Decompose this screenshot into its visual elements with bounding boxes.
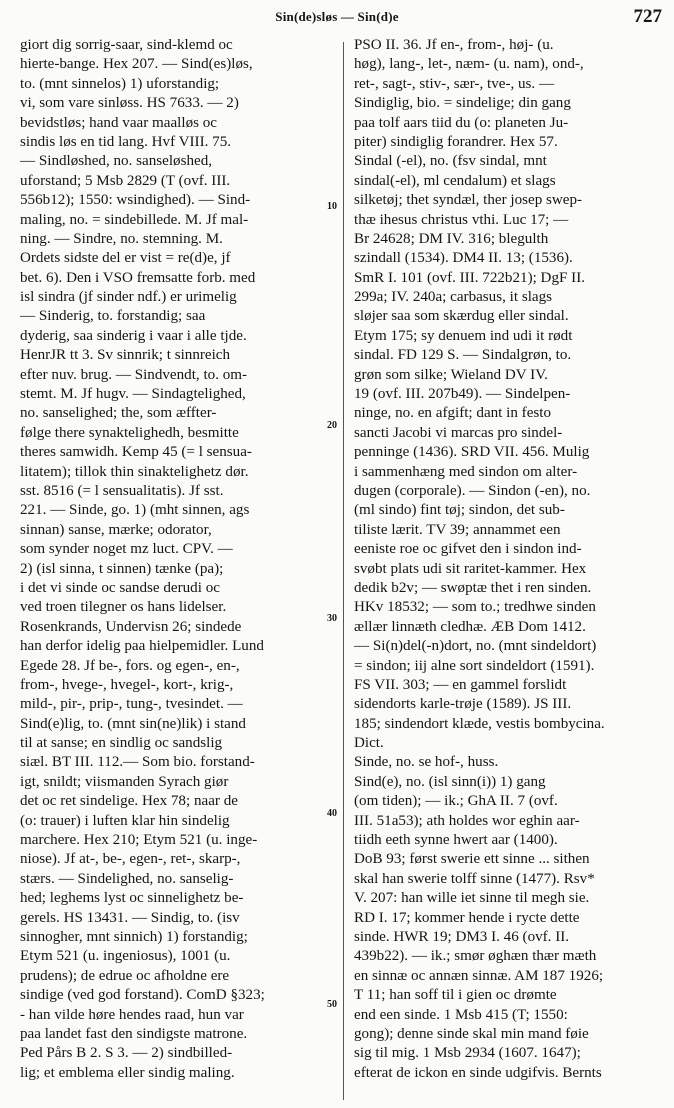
text-line: stemt. M. Jf hugv. — Sindagtelighed, — [20, 386, 246, 403]
text-line: sancti Jacobi vi marcas pro sindel- — [354, 424, 563, 441]
text-line: sindal. FD 129 S. — Sindalgrøn, to. — [354, 347, 572, 364]
text-line: Sind(e), no. (isl sinn(i)) 1) gang — [354, 773, 546, 790]
text-line: i sammenhæng med sindon om alter- — [354, 463, 578, 480]
text-line: hed; leghems lyst oc sinnelighetz be- — [20, 890, 244, 907]
text-line: efter nuv. brug. — Sindvendt, to. om- — [20, 366, 248, 383]
text-line: szindall (1534). DM4 II. 13; (1536). — [354, 250, 573, 267]
text-line: Etym 521 (u. ingeniosus), 1001 (u. — [20, 948, 231, 965]
text-line: siæl. BT III. 112.— Som bio. forstand- — [20, 754, 255, 771]
text-line: V. 207: han wille iet sinne til megh sie. — [354, 890, 590, 907]
text-line: igt, snildt; viismanden Syrach giør — [20, 773, 229, 790]
text-line: (o: trauer) i luften klar hin sindelig — [20, 812, 230, 829]
text-line: end een sinde. 1 Msb 415 (T; 1550: — [354, 1006, 568, 1023]
line-number: 20 — [327, 420, 337, 431]
text-line: sinnogher, mnt sinnich) 1) forstandig; — [20, 928, 248, 945]
text-line: Dict. — [354, 735, 384, 752]
text-line: bet. 6). Den i VSO fremsatte forb. med — [20, 269, 256, 286]
text-line: vi, som vare sinløss. HS 7633. — 2) — [20, 95, 239, 112]
text-line: 221. — Sinde, go. 1) (mht sinnen, ags — [20, 502, 250, 519]
text-line: gerels. HS 13431. — Sindig, to. (isv — [20, 909, 240, 926]
text-line: Rosenkrands, Undervisn 26; sindede — [20, 618, 242, 635]
text-line: RD I. 17; kommer hende i rycte dette — [354, 909, 580, 926]
text-line: Sindiglig, bio. = sindelige; din gang — [354, 95, 571, 112]
text-line: Etym 175; sy denuem ind udi it rødt — [354, 327, 573, 344]
text-line: no. sanselighed; the, som æffter- — [20, 405, 217, 422]
text-line: Ordets sidste del er vist = re(d)e, jf — [20, 250, 231, 267]
text-line: dyderig, saa sinderig i vaar i alle tjde. — [20, 327, 247, 344]
text-line: en sinnæ oc annæn sinnæ. AM 187 1926; — [354, 967, 604, 984]
text-line: hierte-bange. Hex 207. — Sind(es)løs, — [20, 56, 253, 73]
text-line: 19 (ovf. III. 207b49). — Sindelpen- — [354, 386, 571, 403]
text-line: tiidh eeth synne hwert aar (1400). — [354, 832, 558, 849]
text-line: han derfor idelig paa hielpemidler. Lund — [20, 638, 264, 655]
text-line: marchere. Hex 210; Etym 521 (u. inge- — [20, 832, 258, 849]
text-line: 185; sindendort klæde, vestis bombycina. — [354, 715, 605, 732]
text-line: efterat de ickon en sinde udgifvis. Bernts — [354, 1064, 602, 1081]
text-line: gong); denne sinde skal min mand føie — [354, 1025, 589, 1042]
text-line: følge there synaktelighedh, besmitte — [20, 424, 239, 441]
text-line: 439b22). — ik.; smør øghæn thær mæth — [354, 948, 597, 965]
text-line: — Sindløshed, no. sanseløshed, — [20, 153, 213, 170]
text-line: thæ ihesus christus vthi. Luc 17; — — [354, 211, 569, 228]
text-line: Sinde, no. se hof-, huss. — [354, 754, 499, 771]
text-line: Sindal (-el), no. (fsv sindal, mnt — [354, 153, 547, 170]
text-line: 2) (isl sinna, t sinnen) tænke (pa); — [20, 560, 224, 577]
text-line: sig til mig. 1 Msb 2934 (1607. 1647); — [354, 1045, 581, 1062]
text-line: Ped Pårs B 2. S 3. — 2) sindbilled- — [20, 1045, 233, 1062]
line-number: 30 — [327, 613, 337, 624]
text-line: theres samwidh. Kemp 45 (= l sensua- — [20, 444, 252, 461]
text-line: dugen (corporale). — Sindon (-en), no. — [354, 482, 591, 499]
text-line: dedik b2v; — swøptæ thet i ren sinden. — [354, 579, 592, 596]
text-line: paa tolf aars tiid du (o: planeten Ju- — [354, 114, 569, 131]
text-line: HenrJR tt 3. Sv sinnrik; t sinnreich — [20, 347, 231, 364]
text-line: mild-, pir-, prip-, tung-, tvesindet. — — [20, 696, 243, 713]
text-line: som synder noget mz luct. CPV. — — [20, 541, 233, 558]
text-line: stærs. — Sindelighed, no. sanselig- — [20, 870, 234, 887]
running-head: Sin(de)sløs — Sin(d)e — [275, 9, 399, 24]
text-line: SmR I. 101 (ovf. III. 722b21); DgF II. — [354, 269, 585, 286]
text-line: to. (mnt sinnelos) 1) uforstandig; — [20, 75, 220, 92]
text-line: silketøj; thet syndæl, ther josep swep- — [354, 192, 583, 209]
text-line: PSO II. 36. Jf en-, from-, høj- (u. — [354, 37, 554, 53]
text-line: ved troen tilegner os hans lidelser. — [20, 599, 227, 616]
text-line: prudens); de edrue oc afholdne ere — [20, 967, 230, 984]
text-line: Egede 28. Jf be-, fors. og egen-, en-, — [20, 657, 240, 674]
line-number: 50 — [327, 999, 337, 1010]
text-line: til at sanse; en sindlig oc sandslig — [20, 735, 223, 752]
text-line: paa landet fast den sindigste matrone. — [20, 1025, 248, 1042]
right-column — [354, 36, 672, 1083]
text-line: uforstand; 5 Msb 2829 (T (ovf. III. — [20, 172, 231, 189]
text-line: sindal(-el), ml cendalum) et slags — [354, 172, 556, 189]
text-line: — Sinderig, to. forstandig; saa — [20, 308, 206, 325]
text-line: eeniste roe oc gifvet den i sindon ind- — [354, 541, 582, 558]
text-line: svøbt plats udi sit raritet-kammer. Hex — [354, 560, 587, 577]
line-number: 10 — [327, 201, 337, 212]
text-line: from-, hvege-, hvegel-, kort-, krig-, — [20, 676, 234, 693]
text-line: sindis løs en tid lang. Hvf VIII. 75. — [20, 133, 232, 150]
text-line: tiliste lærit. TV 39; annammet een — [354, 521, 561, 538]
text-line: HKv 18532; — som to.; tredhwe sinden — [354, 599, 596, 616]
text-line: = sindon; iij alne sort sindeldort (1591). — [354, 657, 595, 674]
text-line: sinde. HWR 19; DM3 I. 46 (ovf. II. — [354, 928, 570, 945]
text-line: lig; et emblema eller sindig maling. — [20, 1064, 235, 1081]
text-line: III. 51a53); ath holdes wor eghin aar- — [354, 812, 580, 829]
text-line: DoB 93; først swerie ett sinne ... sithen — [354, 851, 590, 868]
text-line: i det vi sinde oc sandse derudi oc — [20, 579, 220, 596]
text-line: - han vilde høre hendes raad, hun var — [20, 1006, 244, 1023]
text-line: piter) sindiglig forandrer. Hex 57. — [354, 133, 558, 150]
text-line: sløjer saa som skærdug eller sindal. — [354, 308, 569, 325]
page-number: 727 — [633, 6, 662, 27]
column-divider — [343, 42, 344, 1100]
text-line: T 11; han soff til i gien oc drømte — [354, 987, 557, 1004]
text-line: 299a; IV. 240a; carbasus, it slags — [354, 289, 553, 306]
text-line: litatem); tillok thin sinaktelighetz dør. — [20, 463, 249, 480]
text-line: maling, no. = sindebillede. M. Jf mal- — [20, 211, 249, 228]
text-line: (om tiden); — ik.; GhA II. 7 (ovf. — [354, 793, 558, 810]
text-line: sindige (ved god forstand). ComD §323; — [20, 987, 265, 1004]
text-line: isl sindra (jf sinder ndf.) er urimelig — [20, 289, 237, 306]
text-line: ællær linnæth cledhæ. ÆB Dom 1412. — [354, 618, 586, 635]
text-line: FS VII. 303; — en gammel forslidt — [354, 676, 567, 693]
text-line: Sind(e)lig, to. (mnt sin(ne)lik) i stand — [20, 715, 246, 732]
line-number: 40 — [327, 808, 337, 819]
text-line: giort dig sorrig-saar, sind-klemd oc — [20, 37, 233, 53]
text-line: sst. 8516 (= l sensualitatis). Jf sst. — [20, 482, 224, 499]
text-line: 556b12); 1550: wsindighed). — Sind- — [20, 192, 251, 209]
text-line: ret-, sagt-, stiv-, sær-, tve-, us. — — [354, 75, 555, 92]
text-line: ning. — Sindre, no. stemning. M. — [20, 230, 223, 247]
text-line: niose). Jf at-, be-, egen-, ret-, skarp-, — [20, 851, 241, 868]
text-line: grøn som silke; Wieland DV IV. — [354, 366, 548, 383]
text-line: skal han swerie tolff sinne (1477). Rsv* — [354, 870, 595, 887]
text-line: Br 24628; DM IV. 316; blegulth — [354, 230, 549, 247]
text-line: bevidstløs; hand vaar maalløs oc — [20, 114, 218, 131]
text-line: sinnan) sanse, mærke; odorator, — [20, 521, 212, 538]
text-line: (ml sindo) fint tøj; sindon, det sub- — [354, 502, 565, 519]
text-line: ninge, no. en afgift; dant in festo — [354, 405, 552, 422]
text-line: det oc ret sindelige. Hex 78; naar de — [20, 793, 238, 810]
left-column — [20, 36, 332, 1083]
text-line: høg), lang-, let-, næm- (u. nam), ond-, — [354, 56, 584, 73]
text-line: — Si(n)del(-n)dort, no. (mnt sindeldort) — [354, 638, 597, 655]
text-line: penninge (1436). SRD VII. 456. Mulig — [354, 444, 590, 461]
text-line: sidendorts karle-trøje (1589). JS III. — [354, 696, 572, 713]
page-header — [0, 6, 674, 30]
